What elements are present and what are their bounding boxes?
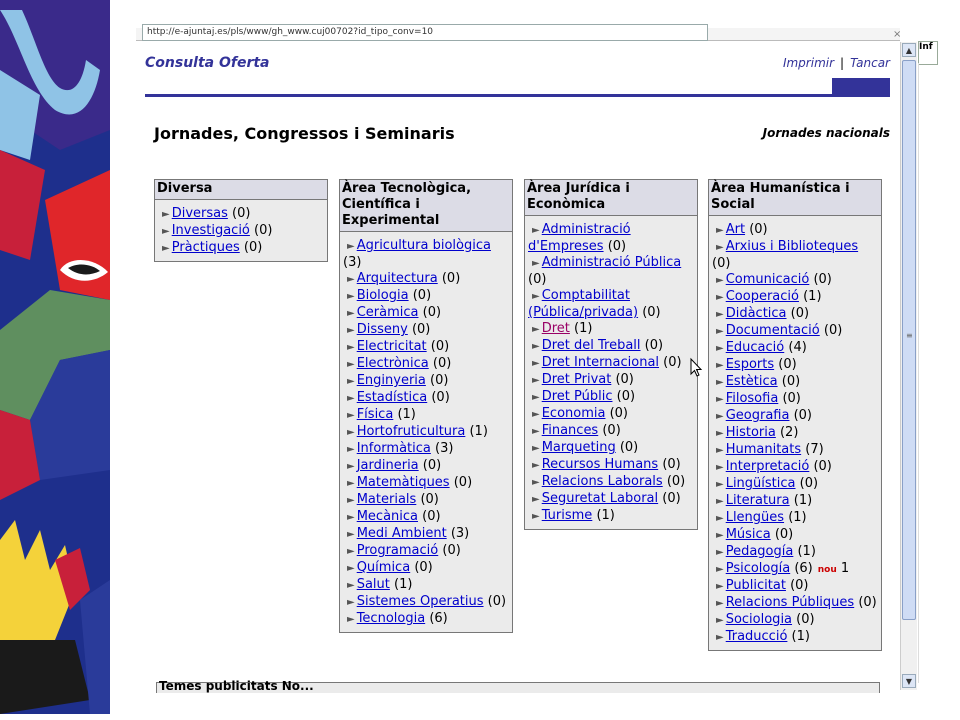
category-count: (0) bbox=[615, 372, 634, 387]
scroll-down-icon[interactable]: ▼ bbox=[902, 674, 916, 688]
bullet-arrow-icon: ► bbox=[347, 274, 355, 285]
category-item bbox=[712, 323, 878, 340]
bullet-arrow-icon: ► bbox=[347, 597, 355, 608]
bullet-arrow-icon: ► bbox=[716, 445, 724, 456]
category-item bbox=[158, 223, 324, 240]
category-count: (0) bbox=[749, 222, 768, 237]
category-item bbox=[528, 321, 694, 338]
category-count: (0) bbox=[813, 459, 832, 474]
category-item bbox=[712, 544, 878, 561]
category-link[interactable]: Jardineria bbox=[356, 458, 419, 473]
category-link[interactable]: Dret Internacional bbox=[541, 355, 660, 370]
bullet-arrow-icon: ► bbox=[716, 309, 724, 320]
category-count: (0) bbox=[232, 206, 251, 221]
category-link[interactable]: Traducció bbox=[725, 629, 788, 644]
category-item bbox=[343, 305, 509, 322]
category-count: (0) bbox=[782, 391, 801, 406]
category-item bbox=[712, 510, 878, 527]
bullet-arrow-icon: ► bbox=[347, 308, 355, 319]
category-link[interactable]: Historia bbox=[725, 425, 776, 440]
bullet-arrow-icon: ► bbox=[716, 428, 724, 439]
address-bar bbox=[136, 28, 900, 41]
bullet-arrow-icon: ► bbox=[532, 511, 540, 522]
category-item bbox=[343, 322, 509, 339]
category-link[interactable]: Investigació bbox=[171, 223, 250, 238]
category-item bbox=[712, 629, 878, 646]
category-count: (0) bbox=[430, 339, 450, 354]
category-count: (0) bbox=[414, 560, 433, 575]
category-count: (0) bbox=[243, 240, 263, 255]
category-link[interactable]: Marqueting bbox=[541, 440, 616, 455]
category-count: (1) bbox=[788, 510, 807, 525]
category-item bbox=[343, 475, 509, 492]
category-link[interactable]: Didàctica bbox=[725, 306, 787, 321]
bullet-arrow-icon: ► bbox=[162, 243, 170, 254]
bullet-arrow-icon: ► bbox=[716, 530, 724, 541]
category-link[interactable]: Art bbox=[725, 222, 746, 237]
category-count: (0) bbox=[662, 457, 681, 472]
category-item bbox=[712, 476, 878, 493]
category-count: (3) bbox=[450, 526, 470, 541]
category-link[interactable]: Dret del Treball bbox=[541, 338, 641, 353]
category-link[interactable]: Hortofruticultura bbox=[356, 424, 466, 439]
category-link[interactable]: Dret Públic bbox=[541, 389, 613, 404]
category-link[interactable]: Biologia bbox=[356, 288, 409, 303]
category-link[interactable]: Electrònica bbox=[356, 356, 429, 371]
bullet-arrow-icon: ► bbox=[716, 462, 724, 473]
category-item bbox=[712, 595, 878, 612]
category-count: (0) bbox=[813, 272, 832, 287]
category-link[interactable]: Programació bbox=[356, 543, 439, 558]
category-column-diversa bbox=[154, 179, 328, 262]
category-count: (0) bbox=[432, 356, 452, 371]
category-count: (0) bbox=[487, 594, 507, 609]
category-item bbox=[343, 373, 509, 390]
category-count: (1) bbox=[397, 407, 416, 422]
bullet-arrow-icon: ► bbox=[347, 291, 355, 302]
bullet-arrow-icon: ► bbox=[532, 426, 540, 437]
mouse-cursor-icon bbox=[690, 358, 704, 378]
category-link[interactable]: Matemàtiques bbox=[356, 475, 450, 490]
category-item bbox=[343, 288, 509, 305]
category-link[interactable]: Sistemes Operatius bbox=[356, 594, 484, 609]
category-column-juridica bbox=[524, 179, 698, 530]
bullet-arrow-icon: ► bbox=[532, 375, 540, 386]
category-link[interactable]: Esports bbox=[725, 357, 775, 372]
category-link[interactable]: Mecànica bbox=[356, 509, 418, 524]
category-link[interactable]: Relacions Laborals bbox=[541, 474, 663, 489]
bullet-arrow-icon: ► bbox=[716, 632, 724, 643]
category-count: (0) bbox=[453, 475, 473, 490]
category-item bbox=[528, 372, 694, 389]
category-link[interactable]: Sociologia bbox=[725, 612, 793, 627]
column-heading: Àrea Jurídica i Econòmica bbox=[525, 180, 697, 216]
category-link[interactable]: Diversas bbox=[171, 206, 228, 221]
category-item bbox=[712, 272, 878, 289]
category-link[interactable]: Enginyeria bbox=[356, 373, 426, 388]
bullet-arrow-icon: ► bbox=[716, 581, 724, 592]
bullet-arrow-icon: ► bbox=[532, 258, 540, 269]
category-item bbox=[712, 612, 878, 629]
category-count: (0) bbox=[793, 408, 813, 423]
category-item bbox=[528, 222, 694, 255]
category-item bbox=[528, 389, 694, 406]
category-item bbox=[343, 271, 509, 288]
bullet-arrow-icon: ► bbox=[347, 444, 355, 455]
scroll-up-icon[interactable]: ▲ bbox=[902, 43, 916, 57]
category-item bbox=[528, 288, 694, 321]
bullet-arrow-icon: ► bbox=[716, 242, 724, 253]
bullet-arrow-icon: ► bbox=[532, 358, 540, 369]
category-count: (0) bbox=[609, 406, 629, 421]
category-count: (4) bbox=[788, 340, 807, 355]
category-count: (1) bbox=[394, 577, 413, 592]
bullet-arrow-icon: ► bbox=[347, 478, 355, 489]
category-count: (0) bbox=[666, 474, 686, 489]
bullet-arrow-icon: ► bbox=[716, 292, 724, 303]
bullet-arrow-icon: ► bbox=[716, 411, 724, 422]
category-count: (0) bbox=[642, 305, 661, 320]
category-link[interactable]: Ceràmica bbox=[356, 305, 419, 320]
category-count: (0) bbox=[663, 355, 682, 370]
category-link[interactable]: Lingüística bbox=[725, 476, 796, 491]
category-item bbox=[712, 239, 878, 272]
category-count: (0) bbox=[796, 612, 815, 627]
category-count: (0) bbox=[422, 305, 442, 320]
bullet-arrow-icon: ► bbox=[716, 496, 724, 507]
bullet-arrow-icon: ► bbox=[347, 410, 355, 421]
bullet-arrow-icon: ► bbox=[716, 598, 724, 609]
bullet-arrow-icon: ► bbox=[347, 359, 355, 370]
category-item bbox=[712, 340, 878, 357]
header-divider bbox=[145, 94, 890, 97]
category-count: (0) bbox=[441, 271, 461, 286]
bullet-arrow-icon: ► bbox=[347, 546, 355, 557]
category-count: (0) bbox=[644, 338, 664, 353]
close-icon[interactable]: × bbox=[893, 29, 902, 40]
header-title: Consulta Oferta bbox=[145, 55, 270, 71]
category-item bbox=[343, 509, 509, 526]
category-link[interactable]: Comptabilitat (Pública/privada) bbox=[528, 288, 639, 320]
category-item bbox=[712, 442, 878, 459]
vertical-scrollbar[interactable] bbox=[900, 42, 917, 690]
category-count: (1) bbox=[596, 508, 615, 523]
category-count: (0) bbox=[774, 527, 794, 542]
category-link[interactable]: Arxius i Biblioteques bbox=[725, 239, 859, 254]
bullet-arrow-icon: ► bbox=[347, 342, 355, 353]
category-count: (3) bbox=[343, 255, 362, 270]
bullet-arrow-icon: ► bbox=[347, 512, 355, 523]
category-item bbox=[343, 441, 509, 458]
category-count: (0) bbox=[790, 578, 809, 593]
category-item bbox=[343, 238, 509, 271]
category-count: (1) bbox=[574, 321, 593, 336]
bullet-arrow-icon: ► bbox=[532, 477, 540, 488]
bullet-arrow-icon: ► bbox=[532, 443, 540, 454]
category-item bbox=[712, 374, 878, 391]
category-column-tecnologica bbox=[339, 179, 513, 633]
category-link[interactable]: Estètica bbox=[725, 374, 778, 389]
category-item bbox=[528, 457, 694, 474]
category-item bbox=[712, 425, 878, 442]
category-item bbox=[528, 338, 694, 355]
bullet-arrow-icon: ► bbox=[347, 614, 355, 625]
category-count: (0) bbox=[602, 423, 621, 438]
category-count: (0) bbox=[528, 272, 547, 287]
column-heading: Diversa bbox=[155, 180, 327, 200]
side-panel-edge bbox=[918, 63, 919, 683]
category-link[interactable]: Administració Pública bbox=[541, 255, 682, 270]
category-item bbox=[343, 424, 509, 441]
bullet-arrow-icon: ► bbox=[532, 291, 540, 302]
category-count: (6) bbox=[794, 561, 813, 576]
bullet-arrow-icon: ► bbox=[532, 324, 540, 335]
category-item bbox=[343, 356, 509, 373]
category-link[interactable]: Interpretació bbox=[725, 459, 810, 474]
category-count: (7) bbox=[805, 442, 824, 457]
bullet-arrow-icon: ► bbox=[347, 376, 355, 387]
category-count: (1) bbox=[797, 544, 816, 559]
category-item bbox=[343, 543, 509, 560]
bullet-arrow-icon: ► bbox=[347, 495, 355, 506]
bullet-arrow-icon: ► bbox=[716, 377, 724, 388]
category-item bbox=[528, 255, 694, 288]
bullet-arrow-icon: ► bbox=[532, 341, 540, 352]
category-link[interactable]: Filosofia bbox=[725, 391, 779, 406]
bullet-arrow-icon: ► bbox=[532, 460, 540, 471]
category-item bbox=[528, 491, 694, 508]
category-count: (0) bbox=[662, 491, 681, 506]
category-link[interactable]: Química bbox=[356, 560, 411, 575]
category-count: (0) bbox=[858, 595, 877, 610]
category-item bbox=[528, 440, 694, 457]
category-count: (0) bbox=[431, 390, 450, 405]
category-list bbox=[709, 216, 881, 650]
category-link[interactable]: Arquitectura bbox=[356, 271, 438, 286]
category-count: (1) bbox=[469, 424, 488, 439]
category-link[interactable]: Finances bbox=[541, 423, 599, 438]
bullet-arrow-icon: ► bbox=[716, 547, 724, 558]
bullet-arrow-icon: ► bbox=[347, 461, 355, 472]
category-link[interactable]: Tecnologia bbox=[356, 611, 426, 626]
category-count: (0) bbox=[790, 306, 810, 321]
category-link[interactable]: Turisme bbox=[541, 508, 593, 523]
category-link[interactable]: Geografia bbox=[725, 408, 790, 423]
bullet-arrow-icon: ► bbox=[716, 394, 724, 405]
bullet-arrow-icon: ► bbox=[532, 409, 540, 420]
category-item bbox=[528, 355, 694, 372]
category-item bbox=[343, 492, 509, 509]
category-count: (1) bbox=[793, 493, 813, 508]
category-count: (0) bbox=[781, 374, 801, 389]
category-count: (0) bbox=[616, 389, 636, 404]
category-count: (0) bbox=[411, 322, 431, 337]
bottom-section-heading: Temes publicitats No... bbox=[159, 679, 314, 693]
category-link[interactable]: Administració d'Empreses bbox=[528, 222, 631, 254]
scroll-grip-icon: ≡ bbox=[906, 331, 913, 340]
category-count: (0) bbox=[442, 543, 461, 558]
bullet-arrow-icon: ► bbox=[716, 615, 724, 626]
bullet-arrow-icon: ► bbox=[532, 225, 540, 236]
scrollbar-thumb[interactable] bbox=[902, 60, 916, 620]
bullet-arrow-icon: ► bbox=[162, 209, 170, 220]
bullet-arrow-icon: ► bbox=[347, 241, 355, 252]
category-list bbox=[340, 232, 512, 632]
bullet-arrow-icon: ► bbox=[162, 226, 170, 237]
bullet-arrow-icon: ► bbox=[716, 343, 724, 354]
category-item bbox=[343, 560, 509, 577]
category-link[interactable]: Recursos Humans bbox=[541, 457, 659, 472]
category-item bbox=[343, 339, 509, 356]
header-separator: | bbox=[840, 56, 845, 70]
category-item bbox=[712, 357, 878, 374]
category-link[interactable]: Medi Ambient bbox=[356, 526, 447, 541]
side-panel-tab[interactable]: Inf bbox=[918, 41, 938, 65]
close-link[interactable]: Tancar bbox=[850, 56, 890, 70]
category-link[interactable]: Pedagogía bbox=[725, 544, 794, 559]
bottom-section bbox=[156, 679, 880, 693]
category-item bbox=[343, 611, 509, 628]
category-link[interactable]: Seguretat Laboral bbox=[541, 491, 659, 506]
category-link[interactable]: Disseny bbox=[356, 322, 408, 337]
category-list bbox=[525, 216, 697, 529]
category-link[interactable]: Publicitat bbox=[725, 578, 786, 593]
category-link[interactable]: Dret bbox=[541, 321, 570, 336]
category-count: (6) bbox=[429, 611, 448, 626]
category-link[interactable]: Comunicació bbox=[725, 272, 810, 287]
category-item bbox=[712, 289, 878, 306]
category-link[interactable]: Electricitat bbox=[356, 339, 427, 354]
category-link[interactable]: Llengües bbox=[725, 510, 785, 525]
category-link[interactable]: Música bbox=[725, 527, 771, 542]
bullet-arrow-icon: ► bbox=[347, 580, 355, 591]
bullet-arrow-icon: ► bbox=[347, 427, 355, 438]
category-link[interactable]: Educació bbox=[725, 340, 785, 355]
category-item bbox=[528, 474, 694, 491]
category-count: (0) bbox=[430, 373, 449, 388]
category-item bbox=[712, 408, 878, 425]
category-link[interactable]: Salut bbox=[356, 577, 390, 592]
category-item bbox=[712, 459, 878, 476]
category-item bbox=[158, 240, 324, 257]
bullet-arrow-icon: ► bbox=[716, 225, 724, 236]
category-item bbox=[528, 406, 694, 423]
bullet-arrow-icon: ► bbox=[716, 326, 724, 337]
category-item bbox=[712, 578, 878, 595]
category-item bbox=[712, 527, 878, 544]
new-badge: nou bbox=[817, 565, 837, 575]
column-heading: Àrea Tecnològica, Científica i Experimental bbox=[340, 180, 512, 232]
bullet-arrow-icon: ► bbox=[716, 513, 724, 524]
category-item bbox=[712, 391, 878, 408]
category-link[interactable]: Estadística bbox=[356, 390, 428, 405]
category-link[interactable]: Relacions Públiques bbox=[725, 595, 855, 610]
category-item bbox=[343, 526, 509, 543]
category-item bbox=[343, 458, 509, 475]
category-item bbox=[343, 577, 509, 594]
category-link[interactable]: Informàtica bbox=[356, 441, 431, 456]
bullet-arrow-icon: ► bbox=[347, 529, 355, 540]
category-count: (3) bbox=[435, 441, 454, 456]
category-link[interactable]: Agricultura biològica bbox=[356, 238, 491, 253]
category-count: (0) bbox=[778, 357, 797, 372]
bullet-arrow-icon: ► bbox=[716, 479, 724, 490]
browser-window bbox=[136, 27, 902, 693]
category-count: (0) bbox=[799, 476, 819, 491]
category-count: (0) bbox=[607, 239, 627, 254]
bullet-arrow-icon: ► bbox=[716, 360, 724, 371]
category-item bbox=[528, 423, 694, 440]
category-count: (0) bbox=[420, 492, 439, 507]
category-count: (1) bbox=[803, 289, 822, 304]
category-count: (0) bbox=[254, 223, 273, 238]
category-count: (0) bbox=[412, 288, 432, 303]
page-subtitle: Jornades nacionals bbox=[762, 126, 890, 140]
category-item bbox=[343, 390, 509, 407]
category-link[interactable]: Psicología bbox=[725, 561, 791, 576]
category-link[interactable]: Física bbox=[356, 407, 394, 422]
category-item bbox=[712, 493, 878, 510]
bullet-arrow-icon: ► bbox=[532, 392, 540, 403]
category-item bbox=[712, 222, 878, 239]
category-count: (0) bbox=[712, 256, 731, 271]
category-item bbox=[158, 206, 324, 223]
category-count: (1) bbox=[791, 629, 810, 644]
category-item bbox=[528, 508, 694, 525]
bullet-arrow-icon: ► bbox=[716, 564, 724, 575]
bullet-arrow-icon: ► bbox=[347, 563, 355, 574]
decorative-artwork bbox=[0, 0, 110, 714]
category-column-humanistica bbox=[708, 179, 882, 651]
category-link[interactable]: Documentació bbox=[725, 323, 820, 338]
category-link[interactable]: Economia bbox=[541, 406, 606, 421]
category-count: (0) bbox=[422, 458, 442, 473]
category-count: (0) bbox=[422, 509, 441, 524]
category-link[interactable]: Humanitats bbox=[725, 442, 802, 457]
category-link[interactable]: Cooperació bbox=[725, 289, 799, 304]
print-link[interactable]: Imprimir bbox=[782, 56, 835, 70]
category-list bbox=[155, 200, 327, 261]
category-link[interactable]: Pràctiques bbox=[171, 240, 240, 255]
column-heading: Àrea Humanística i Social bbox=[709, 180, 881, 216]
category-item bbox=[343, 594, 509, 611]
bullet-arrow-icon: ► bbox=[347, 325, 355, 336]
category-count: (2) bbox=[779, 425, 799, 440]
artwork-illustration bbox=[0, 0, 110, 714]
url-field[interactable]: http://e-ajuntaj.es/pls/www/gh_www.cuj00702?id_tipo_conv=10 bbox=[142, 24, 708, 41]
category-link[interactable]: Dret Privat bbox=[541, 372, 612, 387]
category-count: (0) bbox=[823, 323, 843, 338]
page-title: Jornades, Congressos i Seminaris bbox=[154, 124, 455, 143]
new-badge-count: 1 bbox=[840, 561, 850, 576]
category-item bbox=[343, 407, 509, 424]
bullet-arrow-icon: ► bbox=[532, 494, 540, 505]
category-item bbox=[712, 306, 878, 323]
bullet-arrow-icon: ► bbox=[347, 393, 355, 404]
category-count: (0) bbox=[619, 440, 639, 455]
header-actions bbox=[783, 56, 890, 70]
category-link[interactable]: Materials bbox=[356, 492, 417, 507]
bullet-arrow-icon: ► bbox=[716, 275, 724, 286]
category-item bbox=[712, 561, 878, 578]
category-link[interactable]: Literatura bbox=[725, 493, 790, 508]
